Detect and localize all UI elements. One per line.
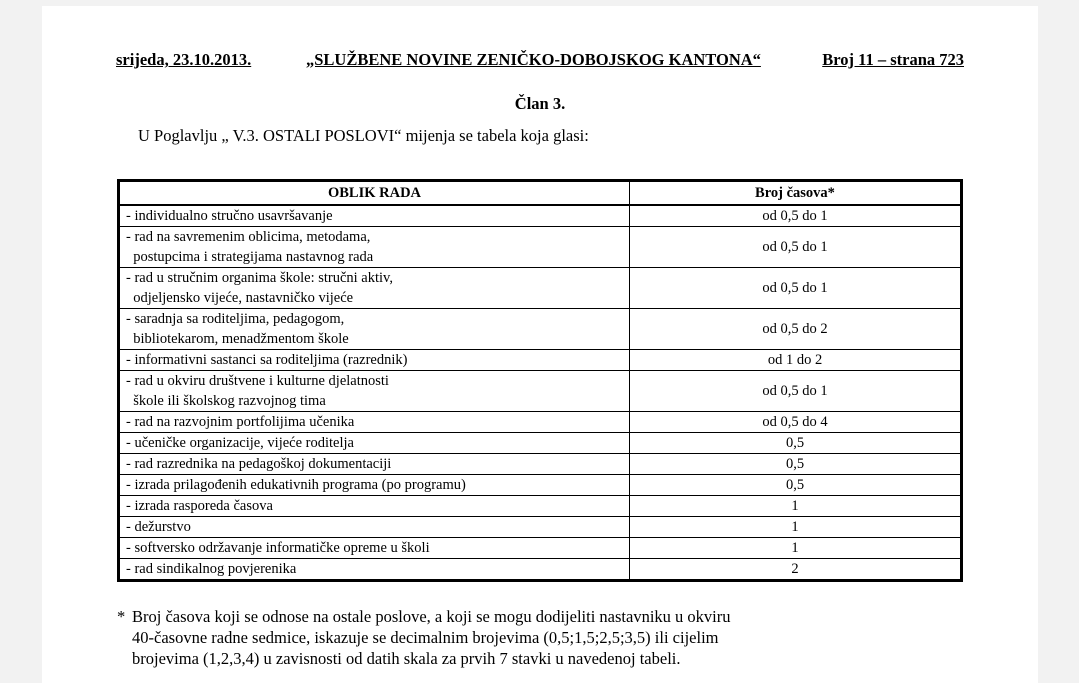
hours-cell: 0,5 bbox=[630, 454, 962, 475]
work-form-cell bbox=[119, 205, 630, 227]
work-form-line: škole ili školskog razvojnog tima bbox=[126, 393, 326, 409]
hours-cell: od 0,5 do 1 bbox=[630, 205, 962, 227]
table-row bbox=[119, 309, 962, 350]
table-header-row bbox=[119, 181, 962, 206]
work-form-line: - softversko održavanje informatičke opreme u školi bbox=[126, 540, 430, 556]
header-issue: Broj 11 – strana 723 bbox=[822, 50, 964, 69]
footnote-text bbox=[132, 606, 731, 669]
hours-cell: od 0,5 do 1 bbox=[630, 371, 962, 412]
work-form-line: - rad na savremenim oblicima, metodama, bbox=[126, 229, 371, 245]
work-form-cell bbox=[119, 517, 630, 538]
table-row bbox=[119, 412, 962, 433]
work-form-cell bbox=[119, 538, 630, 559]
header-publication: „SLUŽBENE NOVINE ZENIČKO-DOBOJSKOG KANTONA“ bbox=[306, 50, 761, 69]
table-row bbox=[119, 227, 962, 268]
work-form-line: - izrada rasporeda časova bbox=[126, 498, 273, 514]
article-intro: U Poglavlju „ V.3. OSTALI POSLOVI“ mijenja se tabela koja glasi: bbox=[138, 126, 589, 145]
work-form-line: bibliotekarom, menadžmentom škole bbox=[126, 331, 349, 347]
work-form-cell bbox=[119, 371, 630, 412]
footnote-line: 40-časovne radne sedmice, iskazuje se decimalnim brojevima (0,5;1,5;2,5;3,5) ili cijelim bbox=[132, 628, 719, 647]
table-row bbox=[119, 371, 962, 412]
table-row bbox=[119, 454, 962, 475]
hours-cell: od 0,5 do 4 bbox=[630, 412, 962, 433]
article-title: Član 3. bbox=[514, 94, 566, 113]
hours-cell: od 1 do 2 bbox=[630, 350, 962, 371]
hours-cell: 1 bbox=[630, 538, 962, 559]
work-form-line: - informativni sastanci sa roditeljima (razrednik) bbox=[126, 352, 408, 368]
hours-cell: od 0,5 do 1 bbox=[630, 227, 962, 268]
work-form-line: - rad sindikalnog povjerenika bbox=[126, 561, 297, 577]
work-form-cell bbox=[119, 350, 630, 371]
work-form-cell bbox=[119, 496, 630, 517]
work-form-line: - rad na razvojnim portfolijima učenika bbox=[126, 414, 355, 430]
work-form-line: - dežurstvo bbox=[126, 519, 191, 535]
table-row bbox=[119, 268, 962, 309]
work-form-line: - učeničke organizacije, vijeće roditelja bbox=[126, 435, 354, 451]
work-form-line: - saradnja sa roditeljima, pedagogom, bbox=[126, 311, 345, 327]
work-form-line: odjeljensko vijeće, nastavničko vijeće bbox=[126, 290, 354, 306]
table-row bbox=[119, 205, 962, 227]
footnote-line: brojevima (1,2,3,4) u zavisnosti od datih skala za prvih 7 stavki u navedenoj tabeli. bbox=[132, 649, 681, 668]
work-form-cell bbox=[119, 412, 630, 433]
table-row bbox=[119, 496, 962, 517]
work-form-line: postupcima i strategijama nastavnog rada bbox=[126, 249, 374, 265]
work-form-cell bbox=[119, 475, 630, 496]
table-row bbox=[119, 475, 962, 496]
work-form-line: - rad razrednika na pedagoškoj dokumentaciji bbox=[126, 456, 392, 472]
column-header-form: OBLIK RADA bbox=[119, 181, 630, 206]
work-form-line: - individualno stručno usavršavanje bbox=[126, 208, 333, 224]
table-row bbox=[119, 350, 962, 371]
work-form-cell bbox=[119, 454, 630, 475]
work-form-cell bbox=[119, 559, 630, 581]
work-form-cell bbox=[119, 433, 630, 454]
header-date: srijeda, 23.10.2013. bbox=[116, 50, 252, 69]
footnote-marker: * bbox=[117, 607, 126, 626]
table-row bbox=[119, 433, 962, 454]
work-form-line: - rad u stručnim organima škole: stručni aktiv, bbox=[126, 270, 393, 286]
hours-cell: 0,5 bbox=[630, 475, 962, 496]
hours-cell: od 0,5 do 2 bbox=[630, 309, 962, 350]
hours-cell: 2 bbox=[630, 559, 962, 581]
column-header-hours: Broj časova* bbox=[630, 181, 962, 206]
work-form-line: - rad u okviru društvene i kulturne djelatnosti bbox=[126, 373, 389, 389]
work-form-line: - izrada prilagođenih edukativnih programa (po programu) bbox=[126, 477, 466, 493]
footnote-line: Broj časova koji se odnose na ostale poslove, a koji se mogu dodijeliti nastavniku u okviru bbox=[132, 607, 731, 626]
hours-cell: 0,5 bbox=[630, 433, 962, 454]
table-row bbox=[119, 517, 962, 538]
hours-cell: 1 bbox=[630, 496, 962, 517]
work-form-cell bbox=[119, 268, 630, 309]
work-form-cell bbox=[119, 227, 630, 268]
document-page bbox=[42, 6, 1038, 683]
table-body bbox=[119, 205, 962, 581]
hours-cell: od 0,5 do 1 bbox=[630, 268, 962, 309]
work-hours-table bbox=[117, 179, 963, 582]
hours-cell: 1 bbox=[630, 517, 962, 538]
table-row bbox=[119, 538, 962, 559]
work-form-cell bbox=[119, 309, 630, 350]
table-row bbox=[119, 559, 962, 581]
